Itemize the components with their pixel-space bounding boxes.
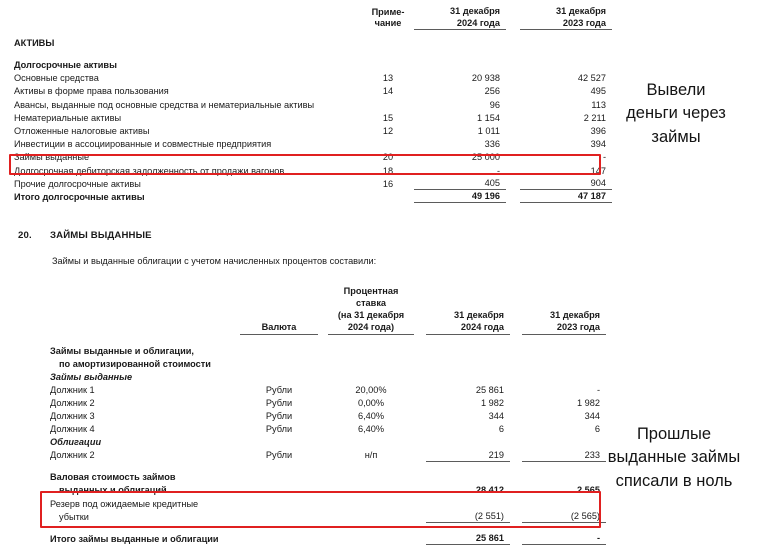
row-value-2024: 1 154 [477,112,500,123]
row-note: 18 [382,165,394,176]
noncurrent-group-title-row [14,58,612,71]
header-note-line1: Приме- [371,6,405,17]
table-row [14,124,612,137]
table-row [14,84,612,97]
header-note-line2: чание [374,18,402,28]
row-note: 16 [382,178,394,189]
header-year-2023 [520,6,612,30]
loans-header-currency-line1: Валюта [261,321,297,332]
row-value-2024: - [496,165,500,176]
row-label: Должник 2 [50,397,95,408]
row-value-2023: 233 [522,448,606,461]
row-note [362,97,414,110]
loans-header-currency [240,286,318,334]
allowance-label-line2: убытки [59,511,89,522]
annotation-1-line-1: Вывели [646,81,706,99]
note-section-intro: Займы и выданные облигации с учетом начисленных процентов составили: [52,256,377,266]
table-row [14,71,612,84]
total-label: Итого долгосрочные активы [14,191,145,202]
row-value-2023: 394 [590,139,606,150]
row-label: Долгосрочная дебиторская задолженность от продажи вагонов [14,165,285,176]
row-value-2024: 344 [488,411,504,422]
loans-header-year-2024 [426,286,510,334]
table-row [14,110,612,123]
row-currency: Рубли [265,424,293,435]
loans-header-rate [328,286,414,334]
allowance-row-1-highlighted [50,496,606,509]
loans-header-y24-line2: 2024 года [460,321,504,332]
row-label: Прочие долгосрочные активы [14,178,141,189]
row-value-2023: - [596,384,600,395]
annotation-2-line-3: списали в ноль [615,471,733,490]
table-row [14,97,612,110]
row-value-2024: 6 [498,424,504,435]
spacer [50,334,606,343]
note-section-number: 20. [18,230,32,241]
row-rate: н/п [364,450,378,461]
row-value-2023: 1 982 [577,397,600,408]
amortized-cost-heading-row-1 [50,343,606,356]
header-note [362,6,414,30]
loans-header-rate-line3: (на 31 декабря [337,309,405,320]
table-header-row [14,6,612,30]
header-y24-line2: 2024 года [456,17,500,28]
annotation-1-line-3: займы [651,127,701,146]
row-currency: Рубли [265,384,293,395]
row-value-2024: 25 861 [475,384,504,395]
header-blank [14,6,362,30]
row-label: Авансы, выданные под основные средства и нематериальные активы [14,99,315,110]
header-year-2024 [414,6,506,30]
row-value-2024: 1 982 [481,397,504,408]
row-note: 15 [382,112,394,123]
gross-value-row-1 [50,470,606,483]
amortized-cost-heading-line2: по амортизированной стоимости [59,358,211,369]
row-value-2024: 256 [484,86,500,97]
row-note [362,137,414,150]
loans-subheading-row [50,370,606,383]
header-y24-line1: 31 декабря [450,6,500,16]
row-label: Займы выданные [14,152,90,163]
row-label: Отложенные налоговые активы [14,125,150,136]
table-row [50,422,606,435]
loans-header-y23-line2: 2023 года [556,321,600,332]
loans-table-header-row [50,286,606,334]
row-note: 20 [382,152,394,163]
header-y23-line2: 2023 года [562,17,606,28]
annotation-1-line-2: деньги через [626,104,726,123]
row-value-2024: 219 [426,448,510,461]
total-value-2024: 49 196 [414,190,506,203]
table-row [14,137,612,150]
row-note: 13 [382,73,394,84]
header-y23-line1: 31 декабря [556,6,606,16]
loans-detail-table [50,286,606,545]
loans-header-blank [50,286,240,334]
row-value-2023: 147 [590,165,606,176]
allowance-value-2023: (2 565) [522,509,606,522]
row-value-2023: 344 [584,411,600,422]
row-label: Должник 4 [50,424,95,435]
row-value-2024: 25 000 [471,152,500,163]
row-label: Активы в форме права пользования [14,86,169,97]
loans-total-value-2023: - [522,532,606,545]
row-value-2023: 2 211 [583,112,606,123]
row-currency: Рубли [265,450,293,461]
row-value-2023: 113 [591,99,606,110]
note-section-title: ЗАЙМЫ ВЫДАННЫЕ [50,230,152,241]
loans-header-rate-line4: 2024 года) [347,321,395,332]
gross-label-line1: Валовая стоимость займов [50,472,176,483]
row-value-2023: - [602,152,606,163]
row-label: Инвестиции в ассоциированные и совместные предприятия [14,139,272,150]
loans-header-rate-line2: ставка [355,297,387,308]
header-gap [506,6,520,30]
assets-section-title: АКТИВЫ [14,37,55,48]
loans-total-label: Итого займы выданные и облигации [50,533,219,544]
table-row [14,176,612,189]
amortized-cost-heading-line1: Займы выданные и облигации, [50,345,194,356]
loans-total-value-2024: 25 861 [426,532,510,545]
row-label: Основные средства [14,73,99,84]
row-value-2023: 42 527 [577,73,606,84]
row-rate: 6,40% [357,411,385,422]
loans-total-row [50,532,606,545]
gross-value-2024: 28 412 [475,485,504,496]
row-value-2024: 20 938 [471,73,500,84]
loans-subheading: Займы выданные [50,371,133,382]
row-value-2024: 405 [414,176,506,189]
table-row [50,448,606,461]
row-currency: Рубли [265,411,293,422]
row-label: Должник 3 [50,411,95,422]
row-value-2023: 904 [520,176,612,189]
amortized-cost-heading-row-2 [50,356,606,369]
loans-header-rate-line1: Процентная [343,286,399,296]
gross-value-2023: 2 565 [577,485,600,496]
row-rate: 6,40% [357,424,385,435]
total-note [362,190,414,203]
loans-header-y24-line1: 31 декабря [454,309,504,320]
row-value-2024: 96 [489,99,500,110]
row-rate: 20,00% [355,384,387,395]
bonds-subheading-row [50,435,606,448]
loans-header-y23-line1: 31 декабря [550,309,600,320]
row-label: Должник 1 [50,384,95,395]
total-value-2023: 47 187 [520,190,612,203]
gross-value-row-2 [50,483,606,496]
table-row [50,396,606,409]
allowance-label-line1: Резерв под ожидаемые кредитные [50,498,199,509]
balance-sheet-table [14,6,612,203]
row-note: 14 [382,86,394,97]
row-label: Нематериальные активы [14,112,122,123]
annotation-2-line-1: Прошлые [636,425,712,443]
allowance-row-2-highlighted [50,509,606,522]
spacer [14,49,612,58]
note-section-heading [18,230,152,241]
spacer [50,523,606,532]
table-row [50,383,606,396]
row-value-2023: 495 [590,86,606,97]
noncurrent-group-title: Долгосрочные активы [14,60,117,71]
row-value-2024: 1 011 [477,125,500,136]
loans-header-year-2023 [522,286,606,334]
row-rate: 0,00% [357,397,385,408]
noncurrent-total-row [14,190,612,203]
row-note: 12 [382,125,394,136]
allowance-value-2024: (2 551) [426,509,510,522]
annotation-note-withdrew-money [590,79,758,149]
bonds-subheading: Облигации [50,437,102,448]
row-currency: Рубли [265,397,293,408]
spacer [50,461,606,470]
row-value-2023: 6 [594,424,600,435]
assets-section-title-row [14,36,612,49]
table-row [14,163,612,176]
row-value-2023: 396 [590,125,606,136]
row-label: Должник 2 [50,450,95,461]
row-value-2024: 336 [484,139,500,150]
gross-label-line2: выданных и облигаций [59,485,167,496]
annotation-2-line-2: выданные займы [607,448,741,467]
annotation-note-written-off [588,423,758,493]
table-row [50,409,606,422]
table-row-loans-issued-highlighted [14,150,612,163]
